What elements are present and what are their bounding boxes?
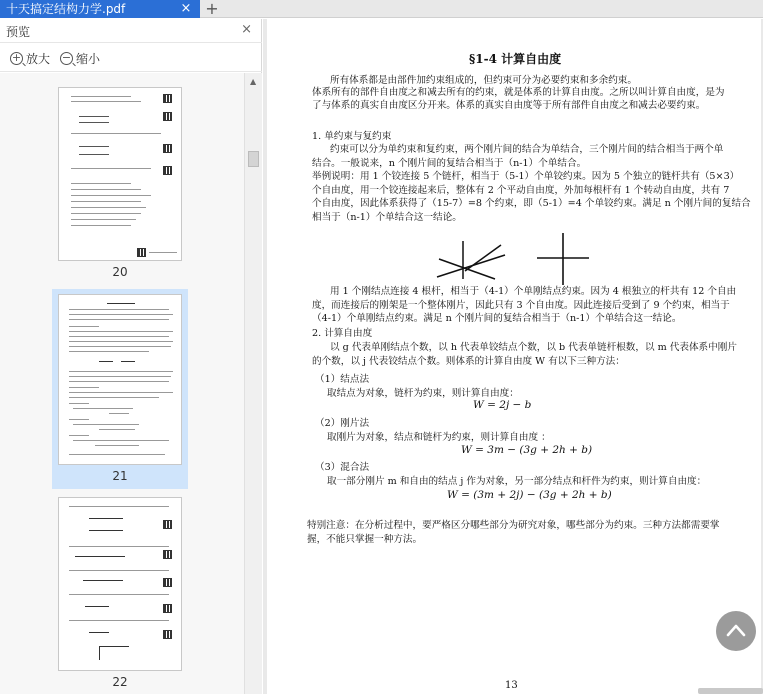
thumbnail-item-selected[interactable] <box>52 289 188 489</box>
zoom-out-button[interactable] <box>60 50 100 66</box>
page-number: 13 <box>505 680 518 691</box>
note-line: 握，不能只掌握一种方法。 <box>307 534 423 545</box>
thumbnail-page-21[interactable] <box>58 294 182 465</box>
preview-sidebar <box>0 19 262 694</box>
paragraph-line: 举例说明：用 1 个铰连接 5 个链杆，相当于（5-1）个单铰约束。因为 5 个独立的链杆共有（5×3） <box>312 171 740 182</box>
zoom-out-label: 缩小 <box>76 51 101 66</box>
method-heading: （1）结点法 <box>315 374 370 385</box>
horizontal-scrollbar[interactable] <box>698 688 763 694</box>
paragraph-line: 所有体系都是由部件加约束组成的，但约束可分为必要约束和多余约束。 <box>330 75 637 86</box>
zoom-in-button[interactable] <box>10 50 50 66</box>
zoom-in-icon: + <box>11 50 22 64</box>
document-viewer[interactable] <box>263 19 763 694</box>
method-heading: （2）刚片法 <box>315 418 370 429</box>
paragraph-line: 取结点为对象，链杆为约束，则计算自由度： <box>327 388 519 399</box>
zoom-in-label: 放大 <box>26 51 51 66</box>
tab-document[interactable] <box>0 0 200 18</box>
paragraph-line: 个自由度，用一个铰连接起来后，整体有 2 个平动自由度，外加每根杆有 1 个转动自由度，共有 7 <box>312 185 730 196</box>
sidebar-toolbar <box>0 44 262 72</box>
paragraph-line: 了与体系的真实自由度区分开来。体系的真实自由度等于所有部件自由度之和减去必要约束。 <box>312 100 706 111</box>
thumbnail-list <box>0 73 244 694</box>
thumbnail-label: 21 <box>112 469 128 483</box>
add-tab-button[interactable]: + <box>205 0 219 18</box>
scrollbar-thumb[interactable] <box>248 151 259 167</box>
sidebar-scrollbar[interactable] <box>244 73 262 694</box>
formula: W = 2j − b <box>473 399 532 411</box>
subheading: 1. 单约束与复约束 <box>312 131 392 142</box>
scroll-to-top-button[interactable] <box>716 611 756 651</box>
paragraph-line: 的个数，以 j 代表铰结点个数。则体系的计算自由度 W 有以下三种方法： <box>312 356 625 367</box>
formula: W = (3m + 2j) − (3g + 2h + b) <box>447 489 612 501</box>
thumbnail-page-22[interactable] <box>58 497 182 671</box>
thumbnail-label: 22 <box>112 675 128 689</box>
paragraph-line: 度，而连接后的刚架是一个整体刚片，因此只有 3 个自由度。因此连接后受到了 9 个约束，相当于 <box>312 300 730 311</box>
document-page <box>267 19 761 694</box>
note-line: 特别注意：在分析过程中，要严格区分哪些部分为研究对象，哪些部分为约束。三种方法都需要掌 <box>307 520 720 531</box>
zoom-out-icon: − <box>61 50 72 64</box>
close-icon[interactable]: × <box>241 22 252 37</box>
sidebar-header <box>0 19 262 43</box>
thumbnail-page-20[interactable] <box>58 87 182 261</box>
paragraph-line: 体系所有的部件自由度之和减去所有的约束，就是体系的计算自由度。之所以叫计算自由度，是为 <box>312 87 725 98</box>
paragraph-line: 相当于（n-1）个单结合这一结论。 <box>312 212 462 223</box>
method-heading: （3）混合法 <box>315 462 370 473</box>
paragraph-line: 取刚片为对象，结点和链杆为约束，则计算自由度 ： <box>327 432 551 443</box>
paragraph-line: 个自由度，因此体系获得了（15-7）=8 个约束，即（5-1）=4 个单铰约束。满足 n 个刚片间的复结合 <box>312 198 751 209</box>
chevron-up-icon <box>726 623 746 637</box>
paragraph-line: 结合。一般说来，n 个刚片间的复结合相当于（n-1）个单结合。 <box>312 158 587 169</box>
sidebar-title: 预览 <box>6 25 31 39</box>
thumbnail-label: 20 <box>112 265 128 279</box>
tab-bar <box>0 0 763 18</box>
paragraph-line: （4-1）个单刚结点约束。满足 n 个刚片间的复结合相当于（n-1）个单结合这一结论。 <box>312 313 682 324</box>
scroll-up-arrow-icon[interactable]: ▲ <box>250 77 257 86</box>
paragraph-line: 取一部分刚片 m 和自由的结点 j 作为对象，另一部分结点和杆件为约束，则计算自由度： <box>327 476 707 487</box>
subheading: 2. 计算自由度 <box>312 328 373 339</box>
hinge-figure <box>435 239 507 283</box>
paragraph-line: 用 1 个刚结点连接 4 根杆，相当于（4-1）个单刚结点约束。因为 4 根独立的杆共有 12 个自由 <box>330 286 737 297</box>
thumbnail-item[interactable] <box>52 497 188 694</box>
tab-title: 十天搞定结构力学.pdf <box>6 2 126 16</box>
formula: W = 3m − (3g + 2h + b) <box>461 444 593 456</box>
section-title: §1-4 计算自由度 <box>469 52 562 66</box>
close-icon[interactable]: × <box>180 1 192 16</box>
thumbnail-item[interactable] <box>52 87 188 287</box>
rigid-joint-figure <box>535 231 591 287</box>
paragraph-line: 约束可以分为单约束和复约束，两个刚片间的结合为单结合，三个刚片间的结合相当于两个单 <box>330 144 724 155</box>
paragraph-line: 以 g 代表单刚结点个数，以 h 代表单铰结点个数，以 b 代表单链杆根数，以 m 代表体系中刚片 <box>330 342 737 353</box>
